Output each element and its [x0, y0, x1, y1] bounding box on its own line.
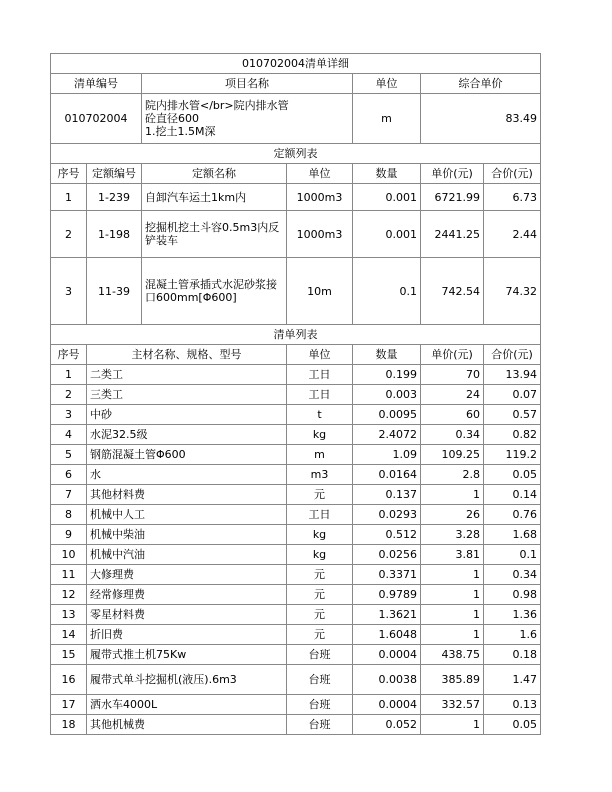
list-row	[51, 585, 541, 605]
list-unit: t	[287, 405, 353, 425]
list-price: 26	[421, 505, 484, 525]
list-qty: 0.0004	[353, 695, 421, 715]
list-total: 0.13	[484, 695, 541, 715]
list-qty: 0.9789	[353, 585, 421, 605]
quota-unit: 1000m3	[287, 211, 353, 258]
list-total: 0.05	[484, 465, 541, 485]
quota-unit: 10m	[287, 258, 353, 325]
list-seq: 6	[51, 465, 87, 485]
list-qty: 1.3621	[353, 605, 421, 625]
header-name: 项目名称	[142, 74, 353, 94]
list-header-unit: 单位	[287, 345, 353, 365]
list-row	[51, 715, 541, 735]
list-name: 钢筋混凝土管Φ600	[87, 445, 287, 465]
list-row	[51, 565, 541, 585]
list-seq: 9	[51, 525, 87, 545]
list-row	[51, 695, 541, 715]
list-price: 385.89	[421, 665, 484, 695]
list-seq: 15	[51, 645, 87, 665]
list-price: 438.75	[421, 645, 484, 665]
quota-header-qty: 数量	[353, 164, 421, 184]
list-unit: 工日	[287, 365, 353, 385]
quota-qty: 0.001	[353, 211, 421, 258]
list-qty: 0.0004	[353, 645, 421, 665]
quota-code: 11-39	[87, 258, 142, 325]
list-row	[51, 545, 541, 565]
list-row	[51, 405, 541, 425]
list-price: 1	[421, 585, 484, 605]
list-unit: kg	[287, 545, 353, 565]
list-unit: 台班	[287, 695, 353, 715]
list-name: 中砂	[87, 405, 287, 425]
list-unit: 台班	[287, 665, 353, 695]
list-seq: 16	[51, 665, 87, 695]
quota-row	[51, 258, 541, 325]
list-name: 水	[87, 465, 287, 485]
item-name-line: 砼直径600	[145, 112, 199, 125]
list-total: 0.76	[484, 505, 541, 525]
list-name: 零星材料费	[87, 605, 287, 625]
header-code: 清单编号	[51, 74, 142, 94]
quota-total: 74.32	[484, 258, 541, 325]
list-seq: 10	[51, 545, 87, 565]
list-price: 1	[421, 715, 484, 735]
quota-price: 742.54	[421, 258, 484, 325]
quota-seq: 3	[51, 258, 87, 325]
list-unit: m	[287, 445, 353, 465]
quota-code: 1-198	[87, 211, 142, 258]
list-price: 3.81	[421, 545, 484, 565]
list-row	[51, 485, 541, 505]
list-name: 洒水车4000L	[87, 695, 287, 715]
item-price: 83.49	[421, 94, 541, 144]
list-total: 119.2	[484, 445, 541, 465]
list-header-total: 合价(元)	[484, 345, 541, 365]
list-qty: 2.4072	[353, 425, 421, 445]
quota-header-total: 合价(元)	[484, 164, 541, 184]
list-name: 机械中汽油	[87, 545, 287, 565]
list-price: 1	[421, 605, 484, 625]
list-price: 70	[421, 365, 484, 385]
list-seq: 7	[51, 485, 87, 505]
quota-header-row	[51, 164, 541, 184]
list-name: 水泥32.5级	[87, 425, 287, 445]
list-total: 1.36	[484, 605, 541, 625]
quota-header-name: 定额名称	[142, 164, 287, 184]
quota-price: 2441.25	[421, 211, 484, 258]
item-unit: m	[353, 94, 421, 144]
list-price: 109.25	[421, 445, 484, 465]
list-qty: 0.0256	[353, 545, 421, 565]
list-name: 折旧费	[87, 625, 287, 645]
list-row	[51, 645, 541, 665]
quota-row	[51, 184, 541, 211]
list-total: 0.14	[484, 485, 541, 505]
list-total: 0.07	[484, 385, 541, 405]
list-row	[51, 525, 541, 545]
list-name: 经常修理费	[87, 585, 287, 605]
list-header-seq: 序号	[51, 345, 87, 365]
list-total: 1.6	[484, 625, 541, 645]
list-unit: 台班	[287, 645, 353, 665]
list-qty: 0.199	[353, 365, 421, 385]
list-qty: 0.0164	[353, 465, 421, 485]
quota-name: 自卸汽车运土1km内	[142, 184, 287, 211]
list-seq: 17	[51, 695, 87, 715]
list-unit: m3	[287, 465, 353, 485]
quota-row	[51, 211, 541, 258]
list-unit: 元	[287, 625, 353, 645]
list-qty: 1.6048	[353, 625, 421, 645]
header-unit: 单位	[353, 74, 421, 94]
list-price: 1	[421, 625, 484, 645]
list-name: 机械中人工	[87, 505, 287, 525]
list-row	[51, 665, 541, 695]
list-row	[51, 505, 541, 525]
list-row	[51, 385, 541, 405]
list-seq: 14	[51, 625, 87, 645]
list-price: 1	[421, 485, 484, 505]
table-title: 010702004清单详细	[51, 54, 541, 74]
list-unit: kg	[287, 425, 353, 445]
list-unit: 工日	[287, 385, 353, 405]
list-qty: 0.003	[353, 385, 421, 405]
quota-name: 混凝土管承插式水泥砂浆接口600mm[Φ600]	[142, 258, 287, 325]
item-header-row	[51, 74, 541, 94]
list-price: 0.34	[421, 425, 484, 445]
list-qty: 0.512	[353, 525, 421, 545]
list-header-row	[51, 345, 541, 365]
list-seq: 3	[51, 405, 87, 425]
list-qty: 0.137	[353, 485, 421, 505]
list-unit: 元	[287, 485, 353, 505]
list-row	[51, 425, 541, 445]
list-seq: 8	[51, 505, 87, 525]
list-row	[51, 605, 541, 625]
list-price: 332.57	[421, 695, 484, 715]
item-code: 010702004	[51, 94, 142, 144]
list-name: 三类工	[87, 385, 287, 405]
quota-seq: 2	[51, 211, 87, 258]
list-total: 0.1	[484, 545, 541, 565]
quota-price: 6721.99	[421, 184, 484, 211]
list-price: 24	[421, 385, 484, 405]
quota-total: 6.73	[484, 184, 541, 211]
list-name: 大修理费	[87, 565, 287, 585]
list-unit: 元	[287, 565, 353, 585]
list-section-title: 清单列表	[51, 325, 541, 345]
list-price: 60	[421, 405, 484, 425]
list-row	[51, 625, 541, 645]
list-row	[51, 365, 541, 385]
list-total: 1.68	[484, 525, 541, 545]
list-seq: 5	[51, 445, 87, 465]
list-unit: 元	[287, 605, 353, 625]
list-row	[51, 445, 541, 465]
list-qty: 0.0293	[353, 505, 421, 525]
list-total: 13.94	[484, 365, 541, 385]
item-name-line: 1.挖土1.5M深	[145, 125, 216, 138]
list-total: 0.98	[484, 585, 541, 605]
quota-code: 1-239	[87, 184, 142, 211]
quota-name: 挖掘机挖土斗容0.5m3内反铲装车	[142, 211, 287, 258]
list-unit: kg	[287, 525, 353, 545]
list-header-price: 单价(元)	[421, 345, 484, 365]
quota-qty: 0.1	[353, 258, 421, 325]
list-seq: 13	[51, 605, 87, 625]
list-name: 其他机械费	[87, 715, 287, 735]
quota-header-seq: 序号	[51, 164, 87, 184]
list-name: 二类工	[87, 365, 287, 385]
quota-header-price: 单价(元)	[421, 164, 484, 184]
list-qty: 0.0095	[353, 405, 421, 425]
quota-total: 2.44	[484, 211, 541, 258]
list-seq: 2	[51, 385, 87, 405]
list-total: 1.47	[484, 665, 541, 695]
list-seq: 4	[51, 425, 87, 445]
list-name: 机械中柴油	[87, 525, 287, 545]
item-name-line: 院内排水管</br>院内排水管	[145, 99, 289, 112]
list-qty: 0.3371	[353, 565, 421, 585]
quota-header-code: 定额编号	[87, 164, 142, 184]
list-total: 0.18	[484, 645, 541, 665]
bill-detail-table	[50, 53, 541, 735]
list-name: 履带式单斗挖掘机(液压).6m3	[87, 665, 287, 695]
list-row	[51, 465, 541, 485]
header-price: 综合单价	[421, 74, 541, 94]
item-name	[142, 94, 353, 144]
list-header-qty: 数量	[353, 345, 421, 365]
quota-unit: 1000m3	[287, 184, 353, 211]
list-total: 0.05	[484, 715, 541, 735]
list-total: 0.82	[484, 425, 541, 445]
list-name: 其他材料费	[87, 485, 287, 505]
list-qty: 1.09	[353, 445, 421, 465]
list-unit: 工日	[287, 505, 353, 525]
list-price: 3.28	[421, 525, 484, 545]
quota-qty: 0.001	[353, 184, 421, 211]
list-name: 履带式推土机75Kw	[87, 645, 287, 665]
quota-header-unit: 单位	[287, 164, 353, 184]
list-total: 0.57	[484, 405, 541, 425]
list-price: 2.8	[421, 465, 484, 485]
list-seq: 11	[51, 565, 87, 585]
table-body	[51, 54, 541, 735]
list-header-name: 主材名称、规格、型号	[87, 345, 287, 365]
quota-seq: 1	[51, 184, 87, 211]
list-unit: 台班	[287, 715, 353, 735]
item-row	[51, 94, 541, 144]
list-price: 1	[421, 565, 484, 585]
list-qty: 0.0038	[353, 665, 421, 695]
list-seq: 1	[51, 365, 87, 385]
list-qty: 0.052	[353, 715, 421, 735]
list-total: 0.34	[484, 565, 541, 585]
list-seq: 12	[51, 585, 87, 605]
list-unit: 元	[287, 585, 353, 605]
quota-section-title: 定额列表	[51, 144, 541, 164]
list-seq: 18	[51, 715, 87, 735]
